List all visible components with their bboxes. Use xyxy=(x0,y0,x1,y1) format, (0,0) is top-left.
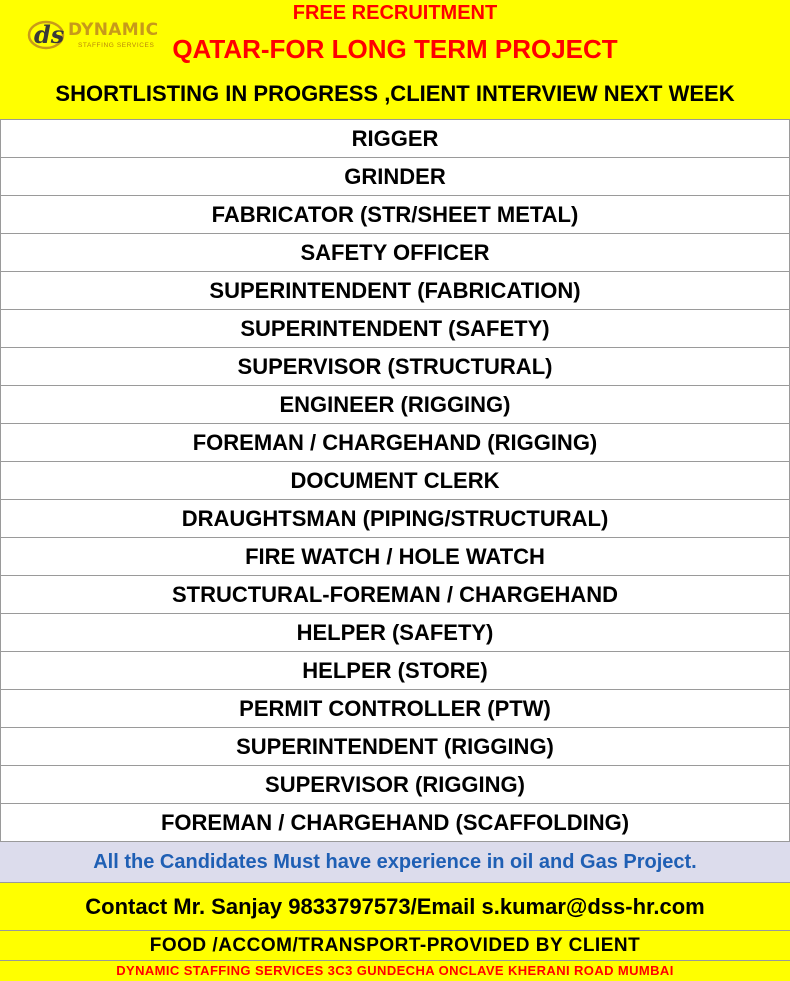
job-row: SUPERINTENDENT (SAFETY) xyxy=(0,310,790,348)
company-address: DYNAMIC STAFFING SERVICES 3C3 GUNDECHA ONCLAVE KHERANI ROAD MUMBAI xyxy=(0,961,790,981)
logo-subtitle: STAFFING SERVICES xyxy=(78,42,155,49)
job-row: STRUCTURAL-FOREMAN / CHARGEHAND xyxy=(0,576,790,614)
job-row: DOCUMENT CLERK xyxy=(0,462,790,500)
job-list xyxy=(0,120,790,842)
contact-info: Contact Mr. Sanjay 9833797573/Email s.kumar@dss-hr.com xyxy=(0,883,790,931)
header-banner xyxy=(0,0,790,120)
job-row: HELPER (STORE) xyxy=(0,652,790,690)
shortlisting-notice: SHORTLISTING IN PROGRESS ,CLIENT INTERVIEW NEXT WEEK xyxy=(55,81,735,106)
job-row: DRAUGHTSMAN (PIPING/STRUCTURAL) xyxy=(0,500,790,538)
project-title: QATAR-FOR LONG TERM PROJECT xyxy=(172,34,618,64)
experience-note: All the Candidates Must have experience in oil and Gas Project. xyxy=(0,842,790,883)
provisions-banner: FOOD /ACCOM/TRANSPORT-PROVIDED BY CLIENT xyxy=(0,931,790,961)
job-row: FOREMAN / CHARGEHAND (SCAFFOLDING) xyxy=(0,804,790,842)
job-row: FOREMAN / CHARGEHAND (RIGGING) xyxy=(0,424,790,462)
job-row: SUPERINTENDENT (RIGGING) xyxy=(0,728,790,766)
job-row: HELPER (SAFETY) xyxy=(0,614,790,652)
free-recruitment-title: FREE RECRUITMENT xyxy=(292,2,498,24)
job-row: GRINDER xyxy=(0,158,790,196)
job-row: RIGGER xyxy=(0,120,790,158)
job-row: PERMIT CONTROLLER (PTW) xyxy=(0,690,790,728)
logo-name: DYNAMIC xyxy=(68,20,159,40)
job-row: FABRICATOR (STR/SHEET METAL) xyxy=(0,196,790,234)
job-row: SAFETY OFFICER xyxy=(0,234,790,272)
job-row: SUPERVISOR (STRUCTURAL) xyxy=(0,348,790,386)
job-row: FIRE WATCH / HOLE WATCH xyxy=(0,538,790,576)
job-row: SUPERVISOR (RIGGING) xyxy=(0,766,790,804)
job-row: ENGINEER (RIGGING) xyxy=(0,386,790,424)
svg-text:ds: ds xyxy=(34,20,65,49)
job-row: SUPERINTENDENT (FABRICATION) xyxy=(0,272,790,310)
